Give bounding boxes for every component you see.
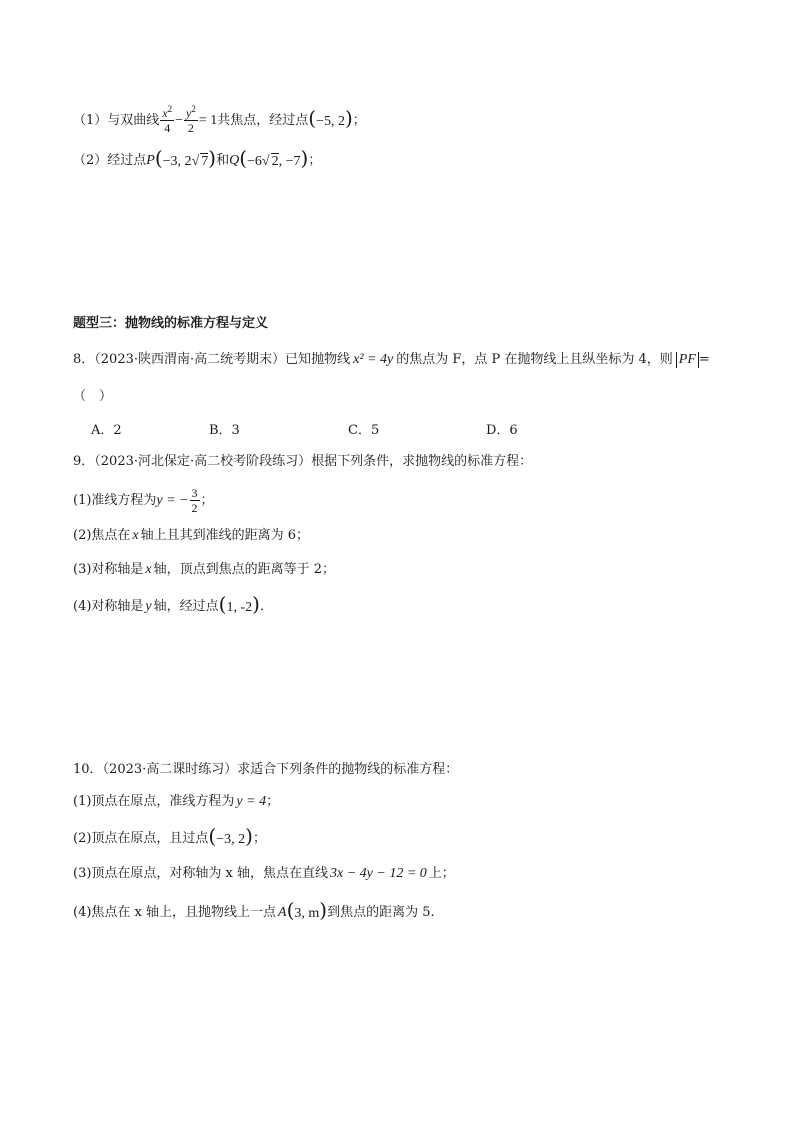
- q10-part4-point: (3, m): [286, 898, 328, 922]
- q7-part1-end: ；: [352, 112, 366, 128]
- q7-point-Q-name: Q: [229, 153, 240, 168]
- q9-part1-text: (1)准线方程为: [73, 492, 157, 508]
- q10-part4: [73, 898, 435, 924]
- q9-part4-text-a: (4)对称轴是: [73, 599, 144, 614]
- q10-part2: [73, 824, 266, 850]
- q8-paren: （ ）: [73, 389, 113, 404]
- q8-equation: x² = 4y: [353, 352, 394, 367]
- q7-frac2-num: y: [186, 106, 192, 120]
- q7-part2-label: （2）经过点: [73, 153, 147, 168]
- q9-stem: 9．（2023·河北保定·高二校考阶段练习）根据下列条件，求抛物线的标准方程：: [73, 454, 533, 469]
- q7-part1-label: （1）与双曲线: [73, 112, 160, 128]
- q9-part4-point: (1, -2): [218, 592, 260, 616]
- q7-frac1-den: 4: [164, 121, 171, 135]
- q8-option-b: B．3: [209, 423, 240, 438]
- q10-part2-end: ；: [252, 831, 266, 846]
- q7-point-P: (−3, 2√ 7): [154, 146, 217, 170]
- q7-point: (−5, 2): [308, 105, 353, 130]
- q10-part2-coords: −3, 2: [216, 832, 246, 847]
- q7-point-Q: (−6√ 2, −7): [239, 146, 309, 170]
- q7-part2-end: ；: [308, 153, 322, 168]
- q7-point-coords: −5, 2: [316, 113, 345, 129]
- q7-part2: [73, 146, 322, 172]
- q9-part4-coords: 1, -2: [226, 600, 253, 615]
- q10-part4-coords: 3, m: [294, 906, 320, 921]
- q9-part4: [73, 592, 273, 618]
- q8-option-d: D．6: [486, 423, 518, 438]
- q7-frac1-exp: 2: [167, 104, 173, 114]
- q9-part3: [73, 560, 335, 580]
- q9-part1-end: ；: [200, 492, 214, 508]
- q7-frac-y2-over-2: [184, 106, 198, 135]
- q9-part3-text-a: (3)对称轴是: [73, 562, 144, 577]
- q9-frac-den: 2: [191, 501, 198, 515]
- q10-part3: [73, 864, 455, 884]
- q7-eq: = 1: [198, 112, 218, 128]
- q8-text1: 8．（2023·陕西渭南·高二统考期末）已知抛物线: [73, 352, 351, 367]
- q10-part1: [73, 792, 279, 812]
- q8-stem: [73, 350, 710, 370]
- q9-part1-eq: y = −: [156, 492, 189, 508]
- q9-part4-var: y: [145, 599, 152, 614]
- q7-frac-x2-over-4: [160, 106, 174, 135]
- q7-P-sqrt: 7: [201, 154, 209, 169]
- q8-abs-PF: PF: [676, 352, 699, 368]
- q10-part3-eq: 3x − 4y − 12 = 0: [330, 866, 427, 881]
- q7-and: 和: [216, 153, 230, 168]
- q7-part1: [73, 106, 366, 135]
- q7-Q-coords-b: , −7: [278, 154, 301, 169]
- q7-frac2-exp: 2: [191, 104, 196, 114]
- q10-part4-end: 到焦点的距离为 5.: [327, 905, 435, 920]
- q9-part2-text-a: (2)焦点在: [73, 528, 131, 543]
- q10-part3-text: (3)顶点在原点，对称轴为 x 轴，焦点在直线: [73, 866, 329, 881]
- q7-part1-text: 共焦点，经过点: [217, 112, 309, 128]
- q10-part2-text: (2)顶点在原点，且过点: [73, 831, 209, 846]
- q9-part1: [73, 486, 214, 515]
- q10-part1-eq: y = 4: [236, 794, 267, 809]
- q10-stem: 10．（2023·高二课时练习）求适合下列条件的抛物线的标准方程：: [73, 762, 459, 777]
- q8-option-c: C．5: [348, 423, 380, 438]
- q10-part4-A: A: [278, 905, 287, 920]
- q10-part1-text: (1)顶点在原点，准线方程为: [73, 794, 235, 809]
- q7-frac2-den: 2: [187, 121, 194, 135]
- q8-text3: =: [698, 352, 710, 367]
- q10-part4-text-a: (4)焦点在 x 轴上，且抛物线上一点: [73, 905, 277, 920]
- q9-part4-end: ．: [259, 599, 273, 614]
- q7-frac1-num: x: [162, 106, 168, 120]
- q7-minus: −: [175, 112, 184, 128]
- q7-point-P-name: P: [146, 153, 155, 168]
- q9-part4-text-b: 轴，经过点: [153, 599, 219, 614]
- q7-Q-sqrt: 2: [271, 154, 279, 169]
- q9-part3-var: x: [145, 562, 152, 577]
- q10-part2-point: (−3, 2): [208, 824, 253, 848]
- q7-Q-coords-a: −6: [247, 154, 262, 169]
- q9-frac-num: 3: [191, 486, 198, 500]
- q10-part3-end: 上；: [428, 866, 455, 881]
- q9-part2-text-b: 轴上且其到准线的距离为 6；: [140, 528, 310, 543]
- q8-text2: 的焦点为 F，点 P 在抛物线上且纵坐标为 4，则: [396, 352, 673, 367]
- q9-part2: [73, 526, 309, 546]
- q9-part2-var: x: [132, 528, 139, 543]
- q10-part1-end: ；: [266, 794, 280, 809]
- q9-frac-3-over-2: [190, 486, 200, 515]
- q9-part3-text-b: 轴，顶点到焦点的距离等于 2；: [153, 562, 336, 577]
- q7-P-coords: −3, 2: [162, 154, 192, 169]
- q8-option-a: A．2: [91, 423, 122, 438]
- section-heading: 题型三：抛物线的标准方程与定义: [73, 316, 269, 331]
